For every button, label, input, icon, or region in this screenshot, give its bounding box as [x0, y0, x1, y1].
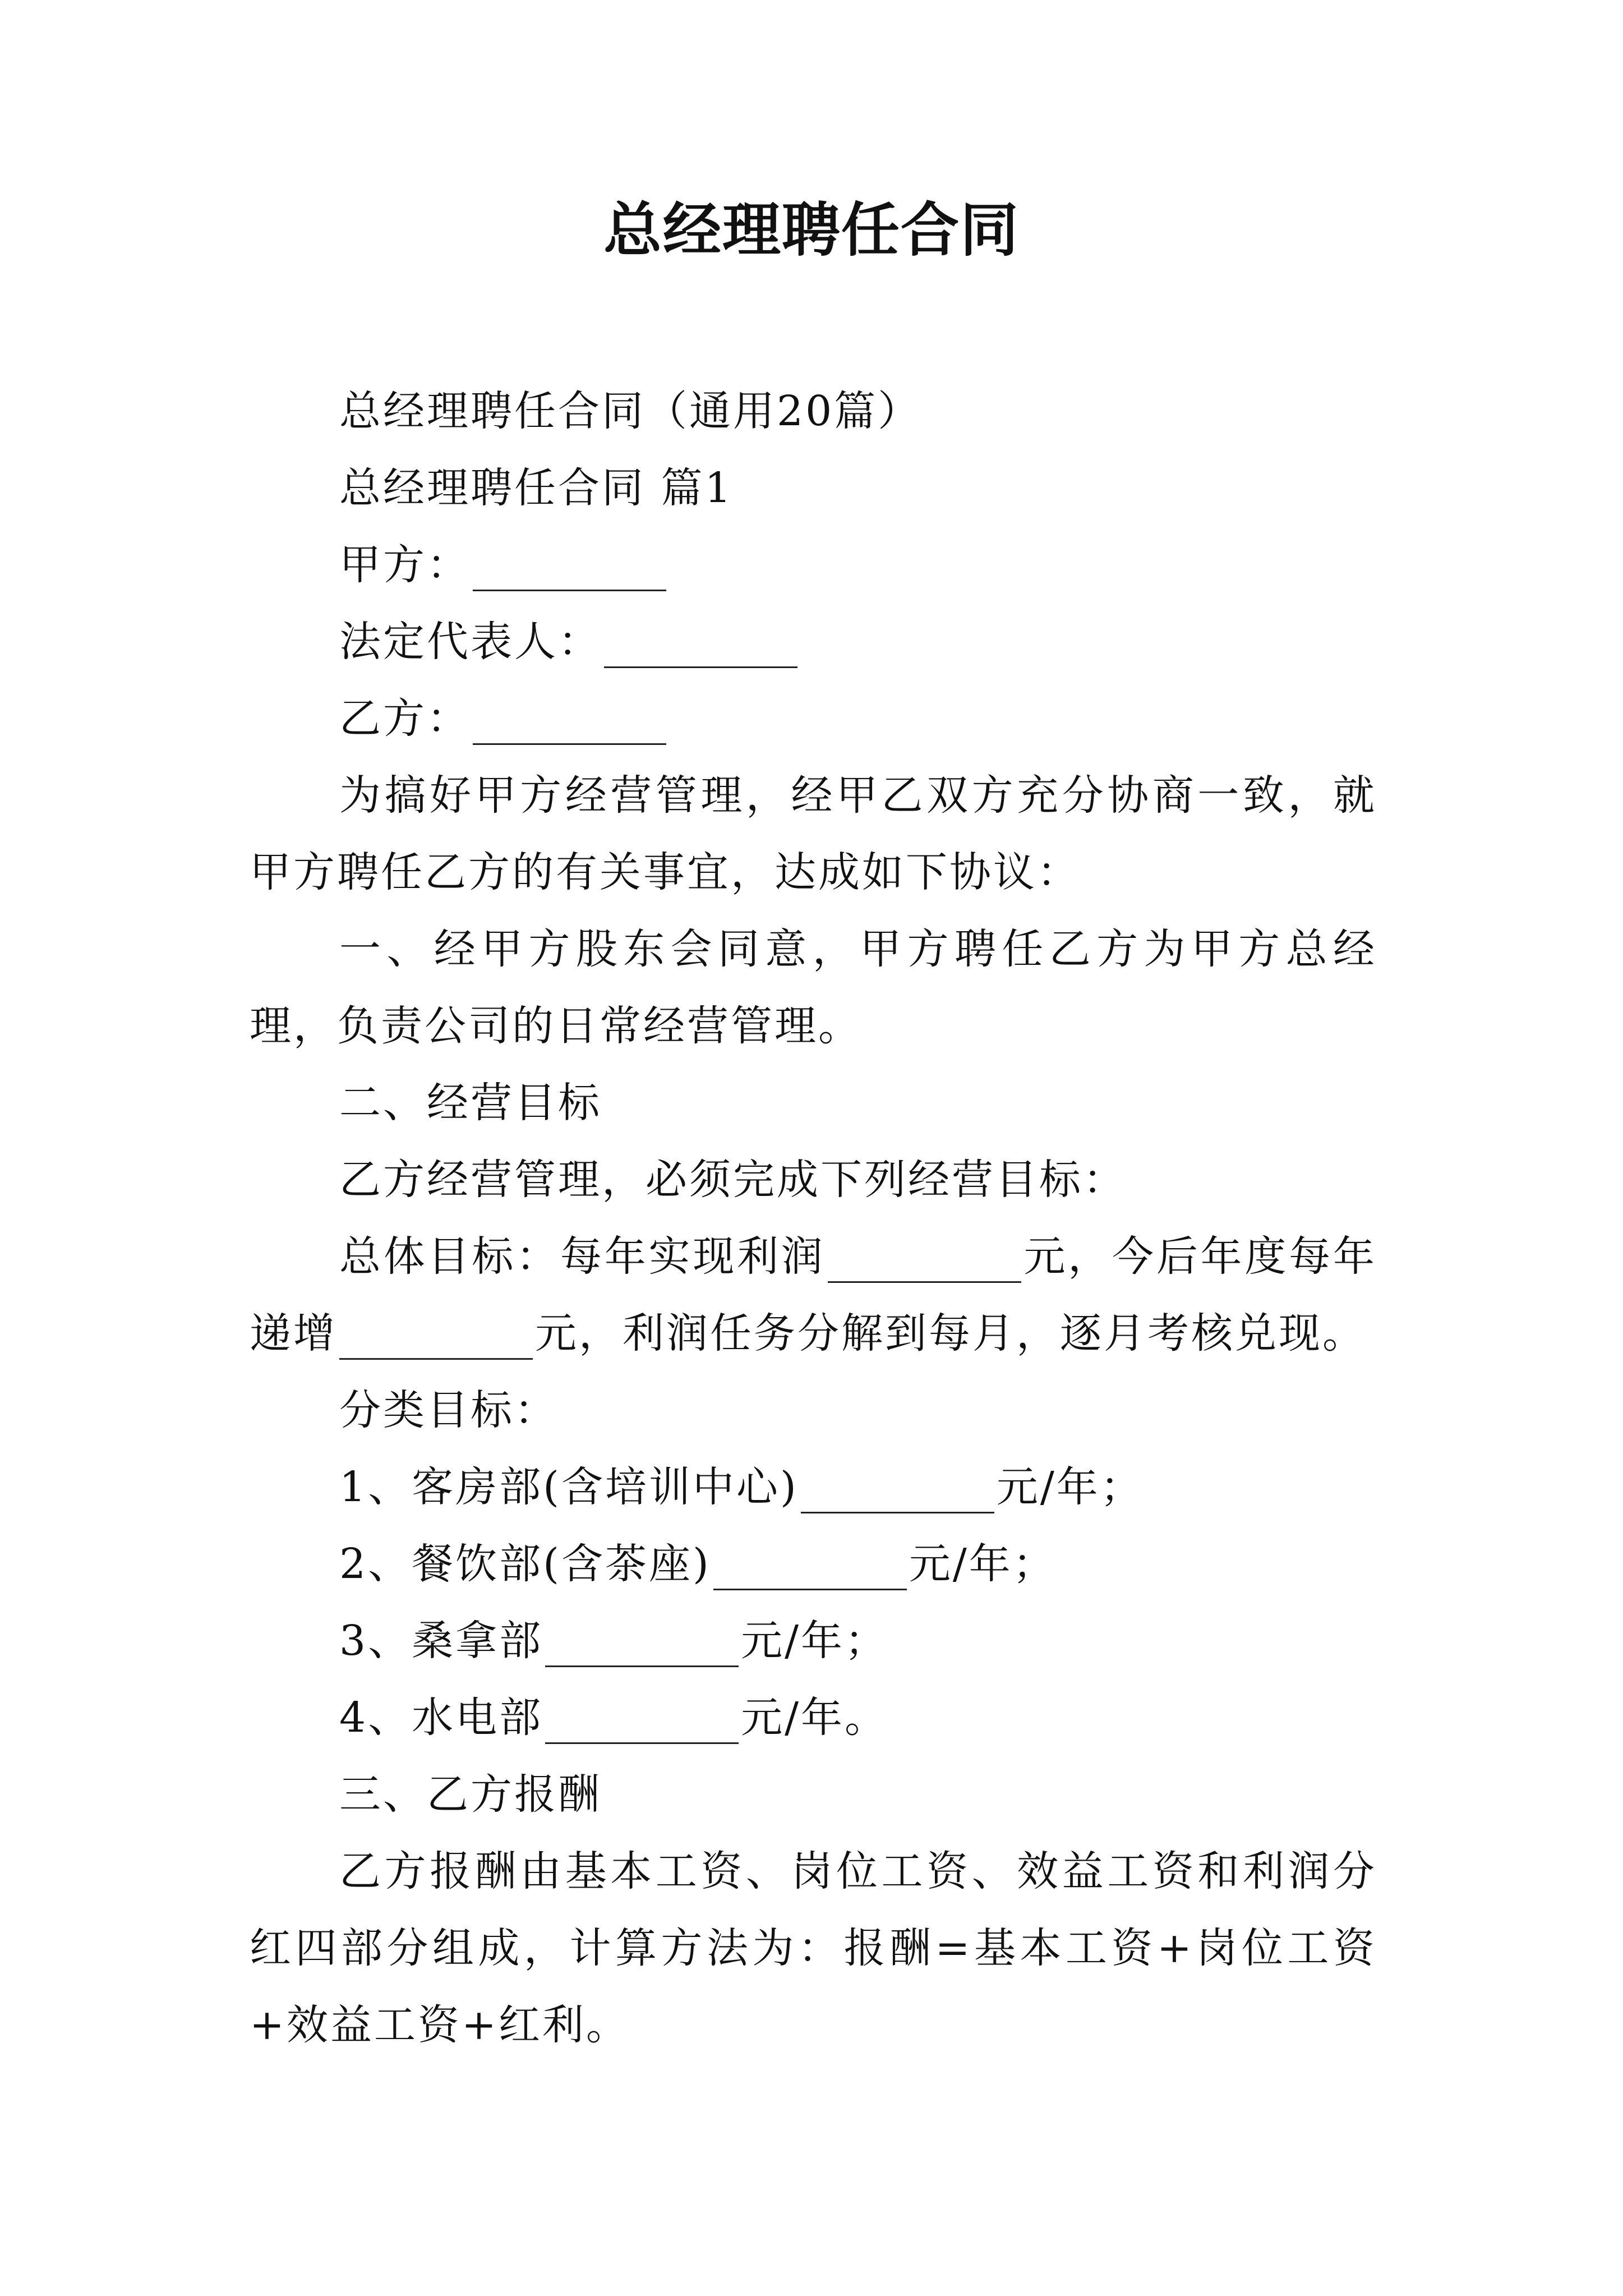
overall-target-after: 元，利润任务分解到每月，逐月考核兑现。: [535, 1309, 1366, 1358]
party-b-line: [250, 680, 1377, 757]
party-a-blank: [473, 539, 666, 591]
party-a-label: 甲方：: [339, 541, 471, 589]
category-heading: [250, 1372, 1377, 1449]
clause-1-text: 一、经甲方股东会同意，甲方聘任乙方为甲方总经理，负责公司的日常经营管理。: [250, 925, 1377, 1050]
target-2-blank: [713, 1538, 907, 1590]
subtitle-text: 总经理聘任合同（通用20篇）: [339, 387, 922, 435]
intro-text: 为搞好甲方经营管理，经甲乙双方充分协商一致，就甲方聘任乙方的有关事宜，达成如下协议：: [250, 771, 1377, 896]
clause-3-heading-text: 三、乙方报酬: [339, 1770, 602, 1819]
party-a-line: [250, 527, 1377, 604]
target-3-blank: [545, 1615, 739, 1667]
legal-rep-blank: [604, 616, 797, 668]
target-1-line: [250, 1449, 1377, 1526]
target-3-unit: 元/年；: [741, 1617, 889, 1665]
target-4-label: 4、水电部: [339, 1694, 543, 1742]
remuneration-text: 乙方报酬由基本工资、岗位工资、效益工资和利润分红四部分组成，计算方法为：报酬=基本工资+岗位工资+效益工资+红利。: [250, 1847, 1377, 2049]
target-4-unit: 元/年。: [741, 1694, 889, 1742]
target-2-line: [250, 1526, 1377, 1603]
target-1-blank: [801, 1461, 994, 1513]
clause-2-intro-text: 乙方经营管理，必须完成下列经营目标：: [339, 1156, 1127, 1204]
subtitle: [250, 373, 1377, 450]
target-1-label: 1、客房部(含培训中心): [339, 1463, 799, 1511]
target-4-line: [250, 1680, 1377, 1756]
clause-2-heading-text: 二、经营目标: [339, 1079, 602, 1127]
target-2-label: 2、餐饮部(含茶座): [339, 1540, 711, 1588]
target-4-blank: [545, 1692, 739, 1744]
increment-blank: [339, 1308, 533, 1360]
overall-target-before: 总体目标：每年实现利润: [339, 1232, 826, 1281]
clause-1-paragraph: [250, 911, 1377, 1065]
document-body: [250, 373, 1377, 2064]
intro-paragraph: [250, 757, 1377, 911]
document-title: 总经理聘任合同: [603, 195, 1020, 264]
overall-target-middle: 元，今后年度每年递增: [250, 1232, 1377, 1358]
target-2-unit: 元/年；: [909, 1540, 1057, 1588]
target-1-unit: 元/年；: [996, 1463, 1144, 1511]
category-heading-text: 分类目标：: [339, 1386, 558, 1434]
legal-rep-line: [250, 604, 1377, 680]
clause-2-heading: [250, 1065, 1377, 1142]
chapter-heading: [250, 450, 1377, 527]
profit-blank: [828, 1231, 1021, 1283]
target-3-label: 3、桑拿部: [339, 1617, 543, 1665]
overall-target-paragraph: [250, 1218, 1377, 1372]
legal-rep-label: 法定代表人：: [339, 618, 602, 666]
clause-3-heading: [250, 1756, 1377, 1833]
party-b-blank: [473, 693, 666, 745]
target-3-line: [250, 1603, 1377, 1680]
chapter-heading-text: 总经理聘任合同 篇1: [339, 464, 734, 512]
remuneration-paragraph: [250, 1833, 1377, 2064]
clause-2-intro: [250, 1142, 1377, 1218]
party-b-label: 乙方：: [339, 694, 471, 743]
